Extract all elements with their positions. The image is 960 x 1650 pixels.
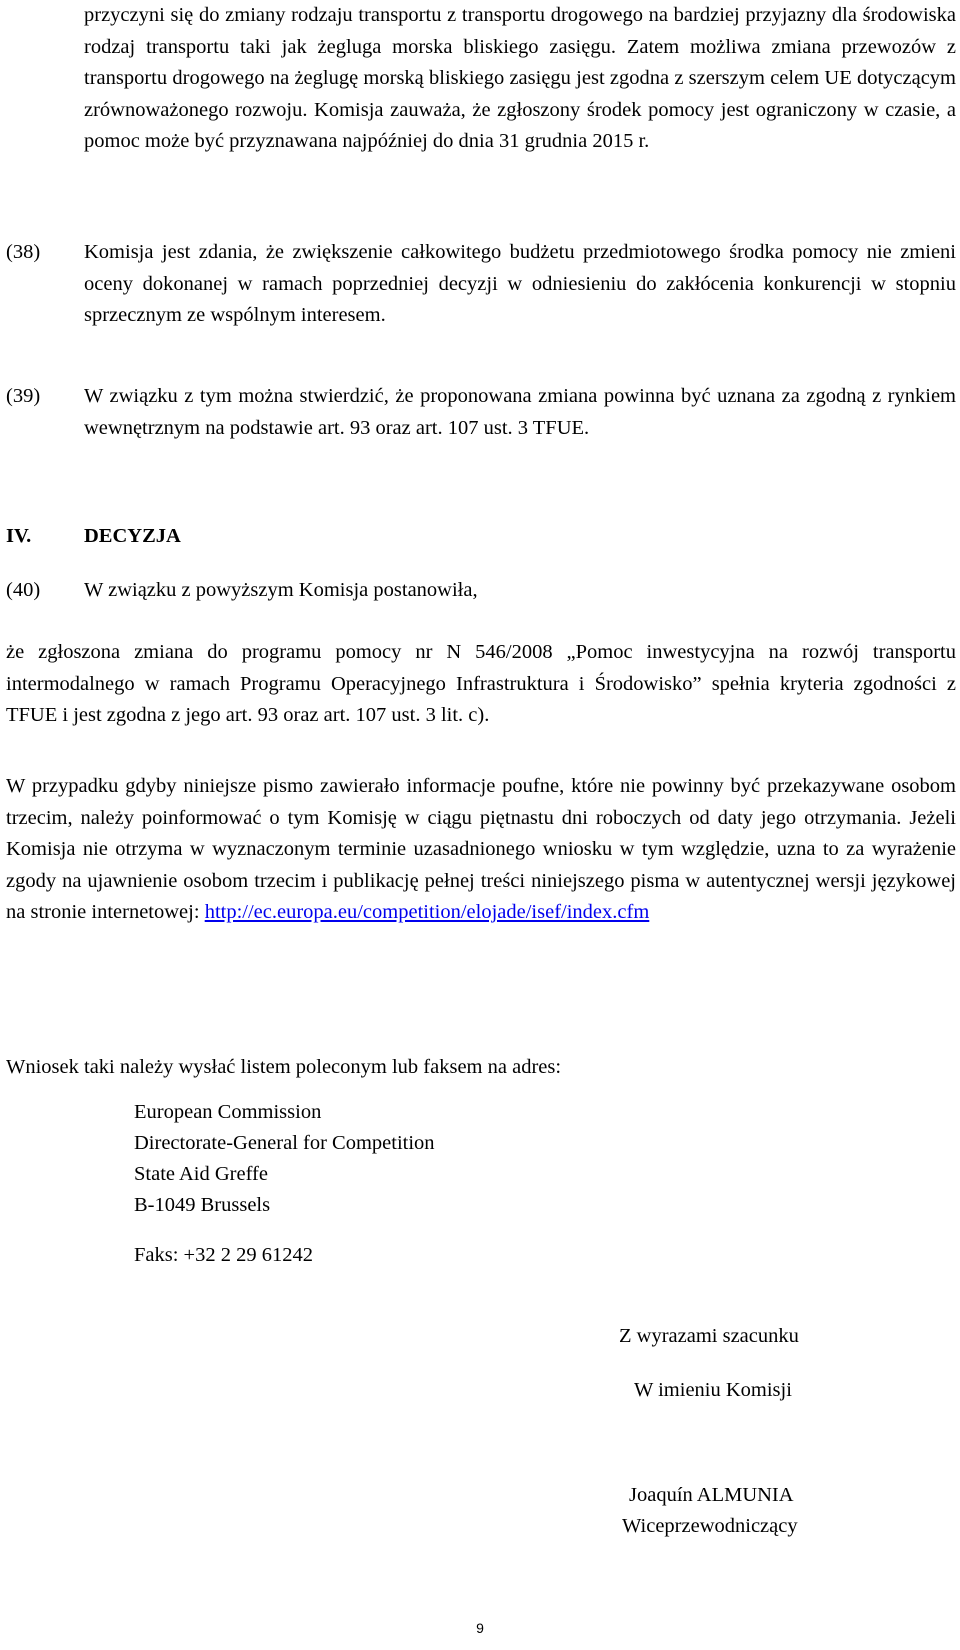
address-line: B-1049 Brussels	[134, 1194, 271, 1216]
paragraph-number: (40)	[6, 579, 41, 601]
decision-paragraph: że zgłoszona zmiana do programu pomocy nr N 546/2008 „Pomoc inwestycyjna na rozwój transportu intermodalnego w ramach Programu Operacyjnego Infrastruktura i Środowisko” spełnia kryteria zgodności z TFUE i jest zgodna z jego art. 93 oraz art. 107 ust. 3 lit. c).	[6, 641, 956, 727]
request-paragraph: Wniosek taki należy wysłać listem poleconym lub faksem na adres:	[6, 1056, 562, 1078]
signatory-title: Wiceprzewodniczący	[622, 1515, 798, 1537]
closing-salutation: Z wyrazami szacunku	[619, 1325, 799, 1347]
address-line: European Commission	[134, 1101, 322, 1123]
confidentiality-text: W przypadku gdyby niniejsze pismo zawierało informacje poufne, które nie powinny być przekazywane osobom trzecim, należy poinformować o tym Komisję w ciągu piętnastu dni roboczych od daty jego otrzymania. Jeżeli Komisja nie otrzyma w wyznaczonym terminie uzasadnionego wniosku w tym względzie, uzna to za wyrażenie zgody na ujawnienie osobom trzecim i publikację pełnej treści niniejszego pisma w autentycznej wersji językowej na stronie internetowej:	[6, 775, 956, 924]
signatory-name: Joaquín ALMUNIA	[629, 1484, 794, 1506]
paragraph-40	[6, 575, 956, 607]
section-title: DECYZJA	[84, 525, 181, 547]
address-line: Directorate-General for Competition	[134, 1132, 435, 1154]
continuation-paragraph: przyczyni się do zmiany rodzaju transportu z transportu drogowego na bardziej przyjazny dla środowiska rodzaj transportu taki jak żegluga morska bliskiego zasięgu. Zatem możliwa zmiana przewozów z transportu drogowego na żeglugę morską bliskiego zasięgu jest zgodna z szerszym celem UE dotyczącym zrównoważonego rozwoju. Komisja zauważa, że zgłoszony środek pomocy jest ograniczony w czasie, a pomoc może być przyznawana najpóźniej do dnia 31 grudnia 2015 r.	[84, 4, 956, 153]
section-heading	[6, 521, 181, 553]
confidentiality-paragraph	[6, 771, 956, 929]
on-behalf-line: W imieniu Komisji	[634, 1379, 792, 1401]
address-line: State Aid Greffe	[134, 1163, 268, 1185]
page-number: 9	[476, 1620, 484, 1636]
paragraph-number: (39)	[6, 385, 41, 407]
paragraph-text: W związku z powyższym Komisja postanowiła,	[84, 579, 478, 601]
paragraph-text: W związku z tym można stwierdzić, że proponowana zmiana powinna być uznana za zgodną z rynkiem wewnętrznym na podstawie art. 93 oraz art. 107 ust. 3 TFUE.	[84, 385, 956, 439]
paragraph-number: (38)	[6, 241, 41, 263]
section-number: IV.	[6, 525, 32, 547]
paragraph-text: Komisja jest zdania, że zwiększenie całkowitego budżetu przedmiotowego środka pomocy nie zmieni oceny dokonanej w ramach poprzedniej decyzji w odniesieniu do zakłócenia konkurencji w stopniu sprzecznym ze wspólnym interesem.	[84, 241, 956, 327]
paragraph-39	[6, 381, 956, 477]
paragraph-38	[6, 237, 956, 364]
fax-number: Faks: +32 2 29 61242	[134, 1244, 313, 1266]
website-link[interactable]: http://ec.europa.eu/competition/elojade/isef/index.cfm	[204, 901, 650, 924]
